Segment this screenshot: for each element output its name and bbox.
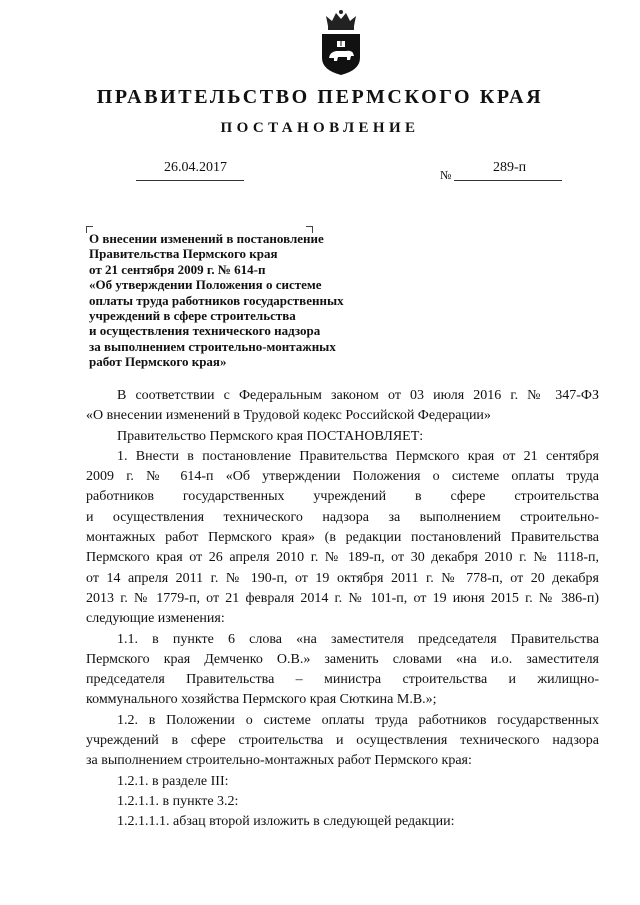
body-line: работников государственных учреждений в сфере строительства: [86, 489, 599, 505]
document-subject: [89, 231, 409, 370]
body-line: следующие изменения:: [86, 611, 225, 627]
perm-krai-coat-of-arms-icon: [318, 8, 364, 76]
body-line: председателя Правительства – министра строительства и жилищно-: [86, 672, 599, 688]
body-line: Пермского края Демченко О.В.» заменить словами «на и.о. заместителя: [86, 651, 599, 667]
body-line: 2009 г. № 614-п «Об утверждении Положения о системе оплаты труда: [86, 469, 599, 485]
number-sign: №: [440, 168, 452, 182]
subject-line: работ Пермского края»: [89, 354, 227, 370]
body-line: от 14 апреля 2011 г. № 190-п, от 19 октября 2011 г. № 778-п, от 20 декабря: [86, 570, 599, 586]
body-line: 1.2.1. в разделе III:: [117, 773, 229, 789]
subject-line: от 21 сентября 2009 г. № 614-п: [89, 261, 266, 277]
body-line: 1.2.1.1.1. абзац второй изложить в следующей редакции:: [117, 814, 455, 830]
document-body: [86, 386, 599, 833]
body-line: за выполнением строительно-монтажных работ Пермского края:: [86, 753, 472, 769]
body-line: В соответствии с Федеральным законом от 03 июля 2016 г. № 347-ФЗ: [117, 388, 599, 403]
number-underline: [454, 180, 562, 181]
subject-line: О внесении изменений в постановление: [89, 231, 324, 246]
subject-line: учреждений в сфере строительства: [89, 308, 296, 324]
subject-line: и осуществления технического надзора: [89, 323, 321, 339]
body-line: «О внесении изменений в Трудовой кодекс Российской Федерации»: [86, 408, 491, 424]
document-date: 26.04.2017: [164, 160, 227, 175]
body-line: 1.2.1.1. в пункте 3.2:: [117, 793, 239, 809]
body-line: 1.2. в Положении о системе оплаты труда работников государственных: [117, 712, 599, 728]
subject-line: оплаты труда работников государственных: [89, 292, 344, 308]
body-line: 1. Внести в постановление Правительства Пермского края от 21 сентября: [117, 448, 599, 464]
body-line: монтажных работ Пермского края» (в редакции постановлений Правительства: [86, 530, 599, 546]
body-line: Пермского края от 26 апреля 2010 г. № 189-п, от 30 декабря 2010 г. № 1118-п,: [86, 550, 599, 566]
body-line: и осуществления технического надзора за выполнением строительно-: [86, 509, 599, 525]
body-line: коммунального хозяйства Пермского края Сюткина М.В.»;: [86, 692, 437, 708]
date-underline: [136, 180, 244, 181]
government-name: ПРАВИТЕЛЬСТВО ПЕРМСКОГО КРАЯ: [96, 86, 544, 108]
subject-line: «Об утверждении Положения о системе: [89, 277, 322, 293]
subject-line: за выполнением строительно-монтажных: [89, 338, 336, 354]
document-number: 289-п: [493, 160, 527, 175]
document-type: ПОСТАНОВЛЕНИЕ: [220, 120, 420, 136]
body-line: 1.1. в пункте 6 слова «на заместителя председателя Правительства: [117, 631, 599, 647]
subject-line: Правительства Пермского края: [89, 246, 278, 262]
body-line: 2013 г. № 1779-п, от 21 февраля 2014 г. № 101-п, от 19 июня 2015 г. № 386-п): [86, 590, 599, 606]
body-line: Правительство Пермского края ПОСТАНОВЛЯЕТ:: [117, 428, 424, 444]
body-line: учреждений в сфере строительства и осуществления технического надзора: [86, 733, 599, 749]
